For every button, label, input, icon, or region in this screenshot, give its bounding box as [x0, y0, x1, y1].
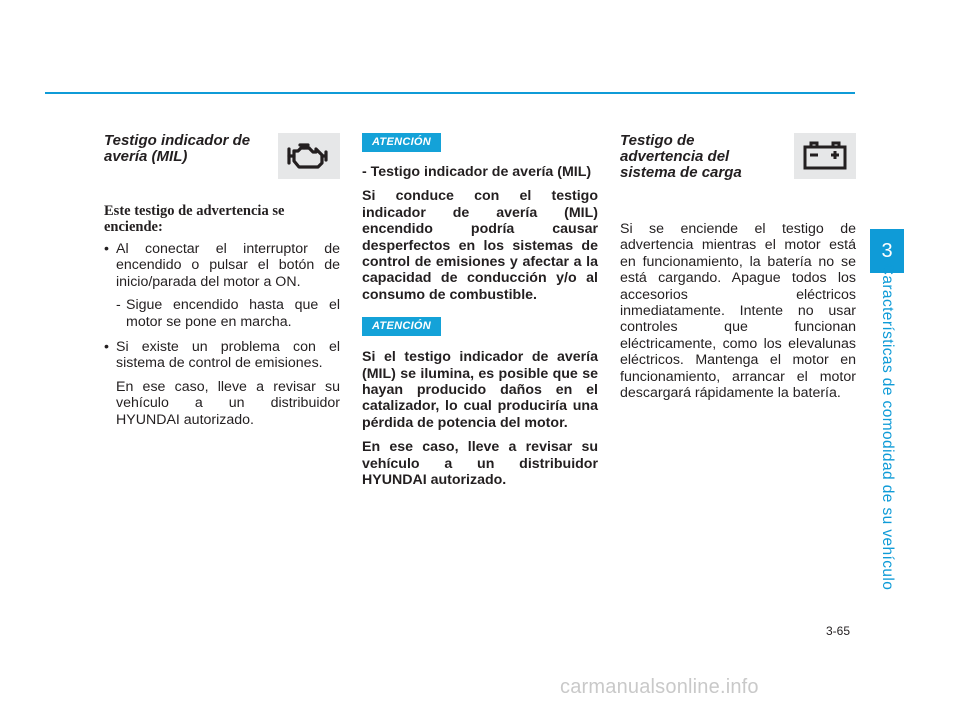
page-number: 3-65 [826, 624, 851, 638]
column-charging [620, 133, 856, 401]
watermark: carmanualsonline.info [560, 676, 759, 698]
attention-mil-text: Si conduce con el testigo indicador de avería (MIL) encendido podría causar desperfectos en los sistemas de control de emisiones y afectar a la capacidad de conducción y/o al consumo de combustible. [362, 188, 598, 303]
section-title-charging: Testigo de advertencia del sistema de carga [620, 132, 742, 181]
attention-badge: ATENCIÓN [362, 133, 441, 152]
attention-catalyst-text: Si el testigo indicador de avería (MIL) se ilumina, es posible que se hayan producido daños en el catalizador, lo cual produciría una pérdida de potencia del motor. [362, 349, 598, 431]
attention-badge: ATENCIÓN [362, 317, 441, 336]
chapter-number: 3 [881, 239, 893, 262]
mil-lights-heading: Este testigo de advertencia se enciende: [104, 203, 285, 235]
column-attention [362, 133, 598, 497]
charging-warning-text: Si se enciende el testigo de advertencia mientras el motor está en funcionamiento, la batería no se está cargando. Apague todos los accesorios eléctricos inmediatamente. Intente no usar controles que funcionan eléctricamente, como los elevalunas eléctricos. Mantenga el motor en funcionamiento, arrancar el motor descargará rápidamente la batería. [620, 221, 856, 402]
section-title-mil: Testigo indicador de avería (MIL) [104, 132, 251, 165]
column-mil [104, 133, 340, 435]
engine-check-icon [278, 133, 340, 179]
mil-bullet-dealer: En ese caso, lleve a revisar su vehículo a un distribuidor HYUNDAI autorizado. [116, 378, 340, 428]
mil-bullet-emissions: • Si existe un problema con el sistema de control de emisiones. [104, 339, 340, 372]
attention-mil-title: - Testigo indicador de avería (MIL) [362, 164, 592, 180]
battery-icon [794, 133, 856, 179]
top-rule [45, 92, 855, 94]
attention-dealer-text: En ese caso, lleve a revisar su vehículo a un distribuidor HYUNDAI autorizado. [362, 439, 598, 489]
mil-bullet-ignition: • Al conectar el interruptor de encendido o pulsar el botón de inicio/parada del motor a ON. [104, 241, 340, 290]
chapter-title: Características de comodidad de su vehículo [879, 263, 896, 591]
mil-dash-until-start: - Sigue encendido hasta que el motor se pone en marcha. [104, 297, 340, 330]
